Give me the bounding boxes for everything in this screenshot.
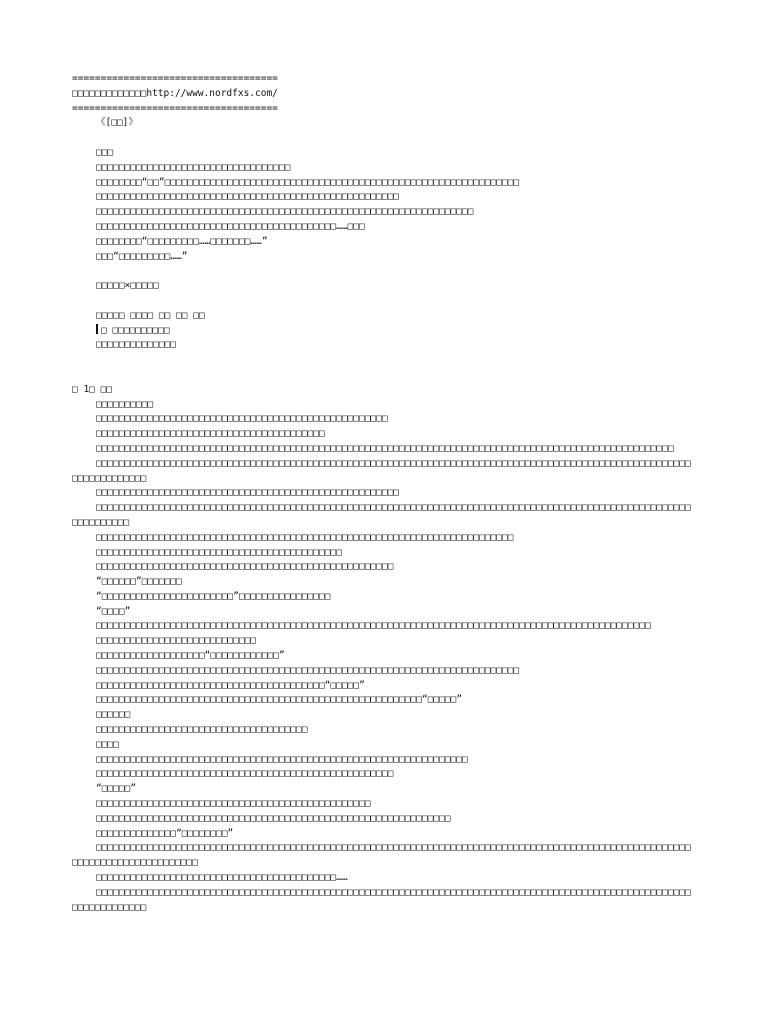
text-cursor — [96, 324, 98, 334]
chapter-paragraph: □□□□□□□□□□□□□□□□□□□□□□□□□□□□□□□□□□□□□□□□□□…… — [96, 872, 348, 884]
chapter-paragraph: □□□□□□□□□□□□□□□□□□□□□□□□□□□□ — [96, 635, 257, 647]
chapter-paragraph: □□□□□□□□□□□□□□□□□□□□□□□□□□□□□□□□□□□□□□□□□□□□□□□□□□□□□□□□□□□□□□□□□ — [96, 753, 468, 765]
document-page — [72, 72, 696, 915]
chapter-paragraph: □□□□□□□□□□□□□□□□□□□“□□□□□□□□□□□□” — [96, 650, 285, 662]
chapter-body — [72, 398, 696, 916]
site-url-line: □□□□□□□□□□□□□http://www.nordfxs.com/ — [72, 87, 278, 99]
intro-section — [72, 146, 696, 353]
rule-top: ==================================== — [72, 73, 278, 84]
extra-line: □□□□□□□□□□□□□□ — [96, 339, 177, 351]
status-text: □ □□□□□□□□□□ — [101, 324, 170, 336]
status-line — [72, 324, 696, 339]
chapter-paragraph: “□□□□□□”□□□□□□□ — [96, 576, 182, 588]
chapter-paragraph: □□□□□□ — [96, 709, 131, 721]
chapter-paragraph: □□□□□□□□□□□□□□□□□□□□□□□□□□□□□□□□□□□□□□□□□□□ — [96, 546, 342, 558]
chapter-paragraph: □□□□□□□□□□□□□□□□□□□□□□□□□□□□□□□□□□□□□□□□□□□□□□□□□□□□□□□□□□□□□□□□□□□□□□□□□□ — [96, 664, 520, 676]
intro-line: □□□□□□□□“□□”□□□□□□□□□□□□□□□□□□□□□□□□□□□□□□□□□□□□□□□□□□□□□□□□□□□□□□□□□□□□□□ — [96, 176, 520, 188]
chapter-paragraph: □□□□□□□□□□□□□□□□□□□□□□□□□□□□□□□□□□□□□□□□□□□□□□□□□□□□□□□□□□□□□□□□□□□□□□□□□□□□□□□□□□□□□□□□□□□□□□□□□□□□□□□□□□□□□□□□□□□□□ — [72, 886, 691, 913]
chapter-paragraph: □□□□□□□□□□□□□□□□□□□□□□□□□□□□□□□□□□□□□□□□□□□□□□□□□□□□□ — [96, 487, 400, 499]
chapter-paragraph: □□□□□□□□□□□□□□□□□□□□□□□□□□□□□□□□□□□□□□□□□□□□□□□□□□□□□□□□□□□□□□□□□□□□□□□□□□□□□□□□□□□□□□□□□□□□□□□□□□□□□□□□□□□□□□□□□□□□□ — [72, 457, 691, 484]
chapter-paragraph: □□□□ — [96, 738, 119, 750]
chapter-paragraph: □□□□□□□□□□□□□□□□□□□□□□□□□□□□□□□□□□□□□□□□□□□□□□□□□□□□ — [96, 561, 394, 573]
intro-line: □□□□□□□□□□□□□□□□□□□□□□□□□□□□□□□□□□□□□□□□□□□□□□□□□□□□□ — [96, 191, 400, 203]
chapter-paragraph: “□□□□□□□□□□□□□□□□□□□□□□□”□□□□□□□□□□□□□□□□ — [96, 590, 331, 602]
author-line: □□□□□×□□□□□ — [96, 280, 159, 292]
chapter-paragraph: □□□□□□□□□□□□□□□□□□□□□□□□□□□□□□□□□□□□□□□□ — [96, 428, 325, 440]
intro-line: □□□□□□□□□□□□□□□□□□□□□□□□□□□□□□□□□□□□□□□□□□□□□□□□□□□□□□□□□□□□□□□□□□ — [96, 206, 474, 218]
rule-bottom: ==================================== — [72, 102, 278, 114]
tags-line: □□□□□ □□□□ □□ □□ □□ — [96, 309, 205, 321]
intro-line: □□□ — [96, 146, 114, 158]
chapter-paragraph: □□□□□□□□□□□□□□□□□□□□□□□□□□□□□□□□□□□□□□□□□□□□□□□□□□□□□□□□□□□□□□□□□□□□□□□□□□□□□□□□□□□□□□□□□□□□□□□□□ — [96, 620, 651, 632]
intro-line: □□□□□□□□□□□□□□□□□□□□□□□□□□□□□□□□□□ — [96, 161, 291, 173]
chapter-paragraph: □□□□□□□□□□□□□□□□□□□□□□□□□□□□□□□□□□□□□ — [96, 724, 308, 736]
chapter-paragraph: □□□□□□□□□□□□□□□□□□□□□□□□□□□□□□□□□□□□□□□□□□□□□□□□□□□□□□□□□□□□□□□□□□□□□□□□□□□□□□□□□□□□□□□□□□□□□□□□□□□□□□□□□□□□□□□□□□ — [72, 502, 691, 528]
book-title: 《[□□]》 — [96, 117, 138, 129]
chapter-paragraph: “□□□□□” — [96, 783, 137, 795]
chapter-heading: □ 1□ □□ — [72, 383, 113, 395]
intro-line: □□□“□□□□□□□□□……” — [96, 250, 188, 262]
chapter-paragraph: □□□□□□□□□□□□□□□□□□□□□□□□□□□□□□□□□□□□□□□□□□□□□□□□□□□□ — [96, 768, 394, 780]
chapter-paragraph: “□□□□” — [96, 605, 131, 617]
intro-line: □□□□□□□□□□□□□□□□□□□□□□□□□□□□□□□□□□□□□□□□□□……□□□ — [96, 220, 365, 232]
chapter-paragraph: □□□□□□□□□□□□□□□□□□□□□□□□□□□□□□□□□□□□□□□□□□□□□□□□□□□□□□□□□□□□□□□□□□□□□□□□□□□□□□□□□□□□□□□□□□□□□□□□□□□□□ — [96, 442, 674, 454]
chapter-paragraph: □□□□□□□□□□□□□□□□□□□□□□□□□□□□□□□□□□□□□□□□“□□□□□” — [96, 679, 365, 691]
chapter-paragraph: □□□□□□□□□□□□□□□□□□□□□□□□□□□□□□□□□□□□□□□□□□□□□□□□ — [96, 798, 371, 810]
chapter-paragraph: □□□□□□□□□□□□□□□□□□□□□□□□□□□□□□□□□□□□□□□□□□□□□□□□□□□ — [96, 413, 388, 425]
intro-line: □□□□□□□□“□□□□□□□□□……□□□□□□□……” — [96, 235, 268, 247]
chapter-paragraph: □□□□□□□□□□□□□□“□□□□□□□□” — [96, 827, 234, 839]
chapter-paragraph: □□□□□□□□□□ — [96, 398, 154, 410]
chapter-paragraph: □□□□□□□□□□□□□□□□□□□□□□□□□□□□□□□□□□□□□□□□□□□□□□□□□□□□□□□□□□□□□□ — [96, 812, 451, 824]
chapter-section — [72, 383, 696, 916]
chapter-paragraph: □□□□□□□□□□□□□□□□□□□□□□□□□□□□□□□□□□□□□□□□□□□□□□□□□□□□□□□□□□□□□□□□□□□□□□□□□ — [96, 531, 514, 543]
chapter-paragraph: □□□□□□□□□□□□□□□□□□□□□□□□□□□□□□□□□□□□□□□□□□□□□□□□□□□□□□□□□□□□□□□□□□□□□□□□□□□□□□□□□□□□□□□□□□□□□□□□□□□□□□□□□□□□□□□□□□□□□□□□□□□□□□ — [72, 842, 691, 869]
chapter-paragraph: □□□□□□□□□□□□□□□□□□□□□□□□□□□□□□□□□□□□□□□□□□□□□□□□□□□□□□□□□“□□□□□” — [96, 694, 463, 706]
